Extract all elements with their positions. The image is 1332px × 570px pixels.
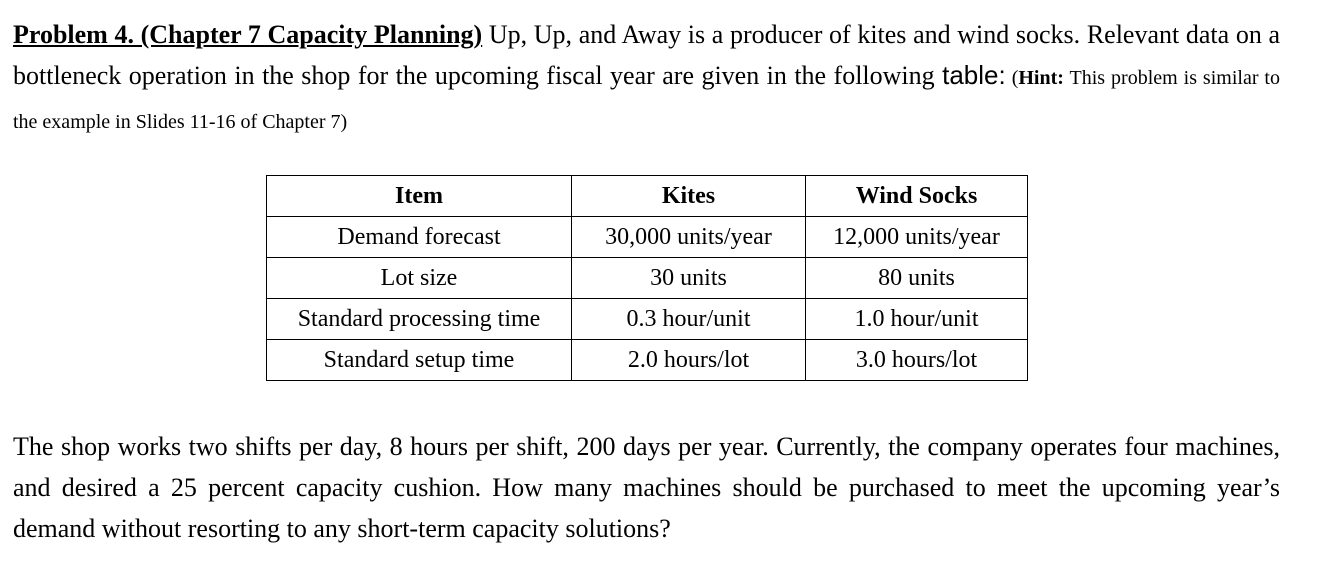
problem-intro bbox=[13, 14, 1280, 143]
problem-heading: Problem 4. (Chapter 7 Capacity Planning) bbox=[13, 20, 483, 49]
header-wind-socks: Wind Socks bbox=[806, 176, 1028, 217]
row-label: Standard setup time bbox=[267, 340, 572, 381]
wind-socks-value: 12,000 units/year bbox=[806, 217, 1028, 258]
table-label: table: bbox=[942, 60, 1006, 90]
kites-value: 0.3 hour/unit bbox=[572, 299, 806, 340]
table-row bbox=[267, 299, 1028, 340]
kites-value: 30 units bbox=[572, 258, 806, 299]
kites-value: 2.0 hours/lot bbox=[572, 340, 806, 381]
data-table bbox=[266, 175, 1028, 381]
row-label: Lot size bbox=[267, 258, 572, 299]
kites-value: 30,000 units/year bbox=[572, 217, 806, 258]
table-row bbox=[267, 217, 1028, 258]
table-header-row bbox=[267, 176, 1028, 217]
hint-text: This problem is similar to the example in Slides 11-16 of Chapter 7) bbox=[13, 67, 1280, 133]
row-label: Standard processing time bbox=[267, 299, 572, 340]
wind-socks-value: 1.0 hour/unit bbox=[806, 299, 1028, 340]
hint-open-paren: ( bbox=[1005, 67, 1019, 89]
wind-socks-value: 3.0 hours/lot bbox=[806, 340, 1028, 381]
table-row bbox=[267, 340, 1028, 381]
header-kites: Kites bbox=[572, 176, 806, 217]
wind-socks-value: 80 units bbox=[806, 258, 1028, 299]
row-label: Demand forecast bbox=[267, 217, 572, 258]
problem-question: The shop works two shifts per day, 8 hours per shift, 200 days per year. Currently, the company operates four machines, and desired a 25 percent capacity cushion. How many machines should be purchased to meet the upcoming year’s demand without resorting to any short-term capacity solutions? bbox=[13, 432, 1280, 543]
intro-text: Up, Up, and Away is a producer of kites and wind socks. Relevant data on a bottleneck operation in the shop for the upcoming fiscal year are given in the following bbox=[13, 20, 1281, 90]
header-item: Item bbox=[267, 176, 572, 217]
table-row bbox=[267, 258, 1028, 299]
hint-label: Hint: bbox=[1018, 67, 1064, 89]
